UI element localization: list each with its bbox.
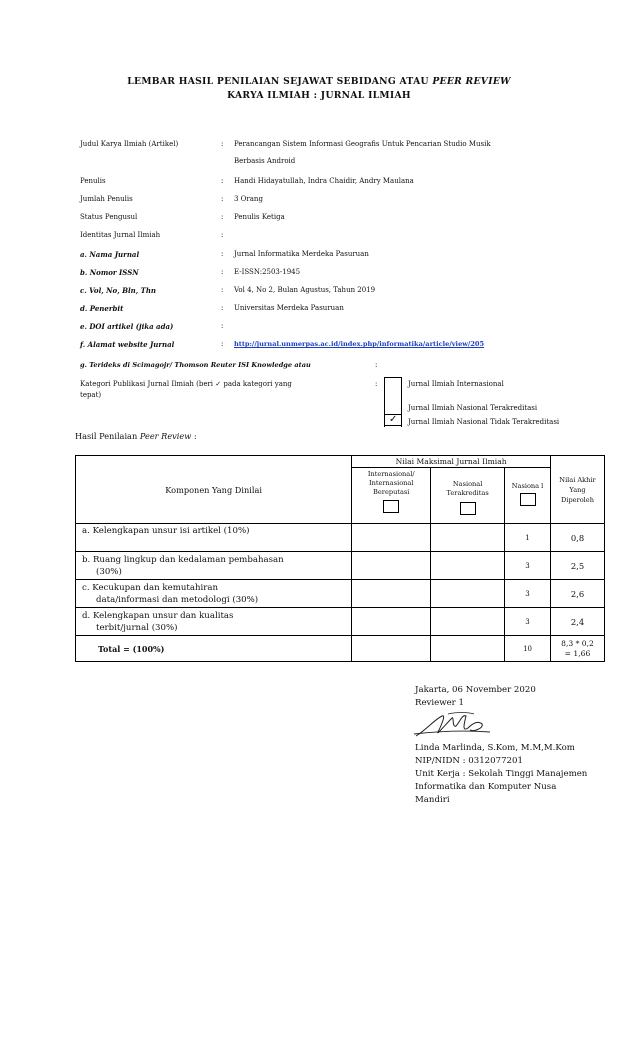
table-row (76, 580, 605, 608)
page-title (0, 76, 638, 87)
total-nasional: 10 (505, 636, 551, 662)
hasil-label-peer-review: Peer Review (139, 431, 192, 441)
kategori-option-3: Jurnal Ilmiah Nasional Tidak Terakreditasi (408, 418, 560, 426)
empty-cell (352, 580, 431, 608)
colon: : (221, 231, 224, 239)
kategori-checkbox-3[interactable] (384, 414, 402, 426)
nasional-value: 3 (505, 580, 551, 608)
score-table (75, 455, 605, 662)
colon: : (375, 380, 378, 388)
website-link[interactable]: http://jurnal.unmerpas.ac.id/index.php/informatika/article/view/205 (234, 340, 485, 348)
internasional-checkbox[interactable] (383, 500, 399, 513)
penerbit-label: d. Penerbit (80, 304, 124, 313)
total-akhir-formula: 8,3 * 0,2 (561, 638, 594, 648)
kategori-option-2: Jurnal Ilmiah Nasional Terakreditasi (408, 404, 538, 412)
check-icon: ✓ (215, 380, 222, 388)
vol-label: c. Vol, No, Bln, Thn (80, 286, 156, 295)
vol-value: Vol 4, No 2, Bulan Agustus, Tahun 2019 (234, 286, 376, 294)
komponen-cell (76, 552, 352, 580)
hasil-label (75, 431, 197, 441)
reviewer-name: Linda Marlinda, S.Kom, M.M,M.Kom (415, 743, 575, 753)
nama-jurnal-label: a. Nama Jurnal (80, 250, 140, 259)
empty-cell (352, 552, 431, 580)
akhir-value: 2,5 (551, 552, 605, 580)
empty-cell (431, 608, 505, 636)
kategori-label (80, 380, 370, 388)
jumlah-value: 3 Orang (234, 195, 263, 203)
issn-value: E-ISSN:2503-1945 (234, 268, 301, 276)
akhir-value: 2,6 (551, 580, 605, 608)
total-label: Total = (100%) (76, 636, 352, 662)
colon: : (221, 322, 224, 330)
komponen-cell (76, 608, 352, 636)
nasional-value: 3 (505, 608, 551, 636)
kategori-option-1: Jurnal Ilmiah Internasional (408, 380, 504, 388)
komponen-label-2: terbit/jurnal (30%) (96, 622, 178, 633)
checkmark-icon: ✓ (389, 414, 398, 425)
kategori-label-1: Kategori Publikasi Jurnal Ilmiah (beri (80, 380, 214, 388)
table-row (76, 524, 605, 552)
title-line-1: LEMBAR HASIL PENILAIAN SEJAWAT SEBIDANG ATAU (127, 76, 429, 87)
komponen-label-2: (30%) (96, 566, 122, 577)
status-value: Penulis Ketiga (234, 213, 285, 221)
reviewer-unit-2: Informatika dan Komputer Nusa (415, 782, 557, 792)
colon: : (221, 340, 224, 348)
empty-cell (352, 608, 431, 636)
place-date: Jakarta, 06 November 2020 (415, 685, 536, 695)
status-label: Status Pengusul (80, 213, 138, 221)
col-nasional-terakreditasi (431, 468, 505, 524)
penulis-label: Penulis (80, 177, 106, 185)
col-nasional (505, 468, 551, 524)
total-row (76, 636, 605, 662)
table-row (76, 608, 605, 636)
jumlah-label: Jumlah Penulis (80, 195, 133, 203)
colon: : (221, 140, 224, 148)
colon: : (221, 268, 224, 276)
hasil-label-prefix: Hasil Penilaian (75, 431, 138, 441)
colon: : (221, 195, 224, 203)
title-peer-review: PEER REVIEW (432, 76, 511, 87)
akhir-value: 0,8 (551, 524, 605, 552)
doi-label: e. DOI artikel (jika ada) (80, 322, 174, 331)
komponen-cell (76, 580, 352, 608)
colon: : (221, 286, 224, 294)
komponen-label: b. Ruang lingkup dan kedalaman pembahasan (82, 554, 284, 565)
nilai-maks-header: Nilai Maksimal Jurnal Ilmiah (352, 456, 551, 468)
komponen-cell (76, 524, 352, 552)
col-nasional-terakreditasi-label: Nasional Terakreditas (446, 480, 489, 497)
reviewer-unit-3: Mandiri (415, 795, 450, 805)
colon: : (221, 304, 224, 312)
empty-cell (352, 524, 431, 552)
nasional-value: 3 (505, 552, 551, 580)
judul-value-2: Berbasis Android (234, 157, 296, 165)
nasional-value: 1 (505, 524, 551, 552)
nama-jurnal-value: Jurnal Informatika Merdeka Pasuruan (234, 250, 369, 258)
kategori-label-2: pada kategori yang (223, 380, 292, 388)
nasional-checkbox[interactable] (520, 493, 536, 506)
empty-cell (431, 636, 505, 662)
terindeks-label: g. Terideks di Scimagojr/ Thomson Reuter ISI Knowledge atau (80, 361, 311, 369)
nasional-terakreditasi-checkbox[interactable] (460, 502, 476, 515)
penulis-value: Handi Hidayatullah, Indra Chaidir, Andry Maulana (234, 177, 414, 185)
total-akhir-result: = 1,66 (564, 648, 591, 658)
judul-label: Judul Karya Ilmiah (Artikel) (80, 140, 179, 148)
empty-cell (431, 552, 505, 580)
website-label: f. Alamat website Jurnal (80, 340, 175, 349)
page-subtitle: KARYA ILMIAH : JURNAL ILMIAH (227, 90, 411, 101)
col-internasional-label: Internasional/ Internasional Bereputasi (367, 470, 415, 496)
komponen-label: d. Kelengkapan unsur dan kualitas (82, 610, 234, 621)
total-akhir (551, 636, 605, 662)
reviewer-unit: Unit Kerja : Sekolah Tinggi Manajemen (415, 769, 588, 779)
colon: : (221, 213, 224, 221)
issn-label: b. Nomor ISSN (80, 268, 139, 277)
komponen-header: Komponen Yang Dinilai (76, 456, 352, 524)
table-row (76, 552, 605, 580)
hasil-label-colon: : (193, 431, 197, 441)
penerbit-value: Universitas Merdeka Pasuruan (234, 304, 344, 312)
komponen-label: a. Kelengkapan unsur isi artikel (10%) (82, 526, 250, 536)
identitas-label: Identitas Jurnal Ilmiah (80, 231, 161, 239)
empty-cell (431, 524, 505, 552)
kategori-label-3: tepat) (80, 391, 102, 399)
colon: : (221, 177, 224, 185)
colon: : (375, 361, 378, 369)
reviewer-nip: NIP/NIDN : 0312077201 (415, 756, 523, 766)
col-internasional (352, 468, 431, 524)
komponen-label: c. Kecukupan dan kemutahiran (82, 582, 219, 593)
colon: : (221, 250, 224, 258)
reviewer-label: Reviewer 1 (415, 698, 464, 708)
col-nasional-label: Nasiona l (511, 482, 544, 490)
empty-cell (431, 580, 505, 608)
empty-cell (352, 636, 431, 662)
judul-value: Perancangan Sistem Informasi Geografis Untuk Pencarian Studio Musik (234, 140, 491, 148)
signature-image (412, 710, 502, 742)
nilai-akhir-header: Nilai Akhir Yang Diperoleh (551, 456, 605, 524)
akhir-value: 2,4 (551, 608, 605, 636)
komponen-label-2: data/informasi dan metodologi (30%) (96, 594, 259, 605)
